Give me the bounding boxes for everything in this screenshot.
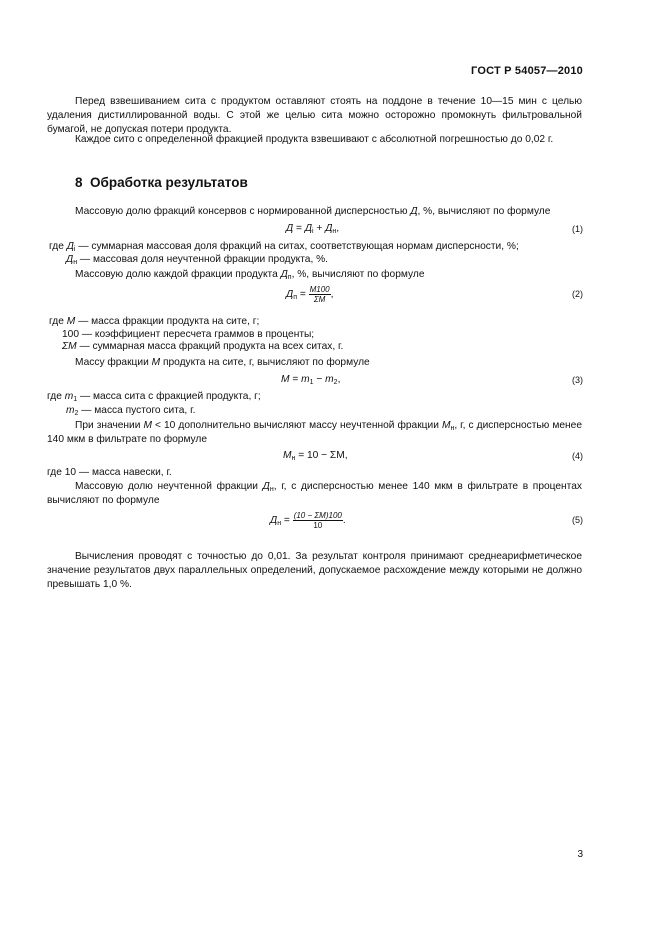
section-title: Обработка результатов xyxy=(90,175,248,190)
definition-row: $m_2$ — масса пустого сита, г. xyxy=(66,405,196,417)
formula-5-intro: Массовую долю неучтенной фракции $Д_н$, г, с дисперсностью менее 140 мкм в фильтрате в процентах вычисляют по формуле xyxy=(47,481,582,506)
formula-2-intro: Массовую долю каждой фракции продукта $Д_п$, %, вычисляют по формуле xyxy=(75,269,425,281)
intro-paragraph-2: Каждое сито с определенной фракцией продукта взвешивают с абсолютной погрешностью до 0,02 г. xyxy=(75,134,554,145)
closing-paragraph: Вычисления проводят с точностью до 0,01. За результат контроля принимают среднеарифметическое значение результатов двух параллельных определений, допускаемое расхождение между которыми не должно превышать 1,0 %. xyxy=(47,551,582,590)
definition-row: ΣM — суммарная масса фракций продукта на всех ситах, г. xyxy=(62,341,344,352)
definition-row: где $Д_i$ — суммарная массовая доля фракций на ситах, соответствующая нормам дисперсности, %; xyxy=(49,241,519,253)
formula-4: $M_н = 10 - \Sigma M$, xyxy=(283,450,348,462)
definition-row: 100 — коэффициент пересчета граммов в проценты; xyxy=(62,329,315,340)
page-number: 3 xyxy=(577,849,583,860)
formula-2: $Д_п$ = $\frac{M100}{\Sigma M}$ , xyxy=(286,285,334,304)
formula-3-number: (3) xyxy=(572,375,583,385)
definition-row: где $m_1$ — масса сита с фракцией продукта, г; xyxy=(47,391,261,403)
section-number: 8 xyxy=(75,175,83,190)
formula-3: $M = m_1 - m_2$, xyxy=(281,374,341,386)
definition-row: $Д_н$ — массовая доля неучтенной фракции продукта, %. xyxy=(66,254,329,266)
definition-row: где 10 — масса навески, г. xyxy=(47,467,172,478)
formula-5: $Д_н$ = $\frac{(10 - \Sigma M)100}{10}$ . xyxy=(270,511,346,530)
formula-3-intro: Массу фракции M продукта на сите, г, вычисляют по формуле xyxy=(75,357,370,368)
formula-1: $Д = Д_i + Д_н$, xyxy=(286,223,340,235)
formula-5-number: (5) xyxy=(572,515,583,525)
definition-row: где M — масса фракции продукта на сите, г; xyxy=(49,316,260,327)
formula-2-number: (2) xyxy=(572,289,583,299)
document-standard-number: ГОСТ Р 54057—2010 xyxy=(471,65,583,77)
formula-4-number: (4) xyxy=(572,451,583,461)
intro-paragraph-1: Перед взвешиванием сита с продуктом оставляют стоять на поддоне в течение 10—15 мин с целью удаления дистиллированной воды. С этой же целью сита можно осторожно промокнуть фильтровальной бумагой, не допуская потери продукта. xyxy=(47,96,582,135)
formula-1-number: (1) xyxy=(572,224,583,234)
formula-4-intro: При значении M < 10 дополнительно вычисляют массу неучтенной фракции $M_н$, г, с дисперсностью менее 140 мкм в фильтрате по формуле xyxy=(47,420,582,445)
formula-1-intro: Массовую долю фракций консервов с нормированной дисперсностью Д, %, вычисляют по формуле xyxy=(75,206,551,217)
section-heading xyxy=(75,175,248,190)
